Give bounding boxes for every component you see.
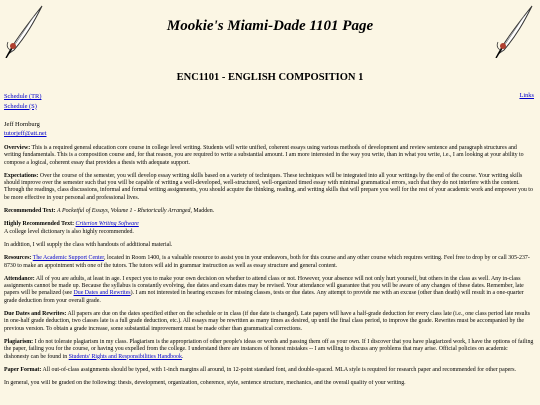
expectations-label: Expectations: [4, 172, 39, 179]
attendance-section [4, 276, 534, 305]
course-title: ENC1101 - ENGLISH COMPOSITION 1 [176, 72, 364, 83]
overview-label: Overview: [4, 145, 31, 151]
dictionary-note: A college level dictionary is also highly recommended. [4, 228, 134, 235]
attendance-text-1: All of you are adults, at least in age. I expect you to make your own decision on whether to attend class or not. However, your absence will not only hurt yourself, but others in the class as well. Any in-class assignments cannot be made up. Because the syllabus is constantly evolving, due dates and exam dates may be revised. Your attendance will guarantee that you will be aware of any changes of these dates. Remember, late papers will be penalized (see [4, 275, 524, 297]
page-header [0, 0, 540, 66]
paper-format-label: Paper Format: [4, 366, 42, 373]
overview-section [4, 145, 534, 167]
grading-cutoff-text: In general, you will be graded on the following: thesis, development, organization, coherence, style, sentence structure, mechanics, and the overall quality of your writing. [4, 380, 406, 387]
links-link[interactable]: Links [519, 92, 534, 99]
paper-format-text: All out-of-class assignments should be typed, with 1-inch margins all around, in 12-point standard font, and double-spaced. MLA style is required for research paper and recommended for other papers. [41, 366, 516, 373]
handouts-note: In addition, I will supply the class with handouts of additional material. [4, 241, 173, 248]
due-dates-text: All papers are due on the dates specified either on the schedule or in class (if due date is changed). Late papers will have a half-grade deduction for every class late (i.e., one class period late results in one-half grade deduction, two classes late is a full grade deduction, etc.). All essays may be rewritten as many times as desired, up until the final class period, to improve the grade. Rewrites must be accompanied by the previous version. To obtain a grade increase, some substantial improvement must be made other than grammatical corrections. [4, 311, 531, 332]
due-dates-label: Due Dates and Rewrites: [4, 311, 67, 318]
instructor-email-link[interactable]: tutorjeff@att.net [4, 130, 47, 137]
resources-text: , located in Room 1400, is a valuable resource to assist you in your endeavors, both for this course and any other course which requires writing. Feel free to drop by or call 305-237-8730 to make an appointment with one of the tutors. The tutors will aid in grammar instruction as well as essay structure and general content. [4, 255, 530, 269]
due-dates-section [4, 311, 534, 333]
criterion-software-link[interactable]: Criterion Writing Software [75, 221, 139, 228]
overview-text: This is a required general education core course in college level writing. Students will write unified, coherent essays using various methods of development and review sentence and paragraph structures and writing fundamentals. This is a composition course and, for that reason, you are required to write a substantial amount. I am more interested in the way you write, than in what you write, i.e., I am looking at your ability to compose a logical, coherent essay that provides a thesis with adequate support. [4, 145, 524, 166]
schedule-tr-link[interactable]: Schedule (TR) [4, 93, 42, 100]
paper-format-section [4, 367, 534, 374]
schedule-s-link[interactable]: Schedule (S) [4, 102, 37, 110]
highly-recommended-label: Highly Recommended Text: [4, 221, 75, 228]
plagiarism-label: Plagiarism: [4, 338, 34, 345]
instructor-name: Jeff Hornburg [4, 121, 40, 128]
student-handbook-link[interactable]: Students' Rights and Responsibilities Handbook [68, 353, 182, 360]
recommended-label: Recommended Text: [4, 208, 56, 215]
quill-pen-icon [494, 2, 536, 58]
attendance-label: Attendance: [4, 275, 35, 282]
recommended-book-title: A Pocketful of Essays, Volume 1 - Rhetorically Arranged [57, 208, 191, 215]
site-title: Mookie's Miami-Dade 1101 Page [166, 18, 374, 34]
recommended-text-section [4, 208, 534, 215]
plagiarism-text: I do not tolerate plagiarism in my class. Plagiarism is the appropriation of other people's ideas or words and passing them off as your own. If I discover that you have plagiarized work, I have the options of failing the paper, failing you for the course, or having you expelled from the college. I understand there are instances of honest mistakes -- I am willing to discuss any problems that may arise. Official policies on academic dishonesty can be found in [4, 338, 534, 360]
contact-info [4, 120, 47, 138]
highly-recommended-section [4, 221, 534, 236]
recommended-suffix: , Madden. [190, 208, 215, 215]
expectations-section [4, 173, 534, 202]
expectations-text: Over the course of the semester, you will develop essay writing skills based on a variety of techniques. These techniques will be integrated into all your writings by the end of the course. Your writing skills should improve over the semester such that you will be capable of writing a well-developed, well-structured, well-organized timed essay with minimal grammatical errors, such that they do not interfere with the content. Through the readings, class discussions, informal and formal writing assignments, you should acquire the thinking, reading, and writing skills that will prepare you well for the rest of your academic work and empower you to be more effective in your personal and professional lives. [4, 172, 533, 201]
links-nav [519, 92, 534, 99]
resources-section [4, 255, 534, 270]
schedule-links [4, 92, 41, 111]
due-dates-rewrites-link[interactable]: Due Dates and Rewrites [73, 290, 131, 297]
attendance-text-2: ). I am not interested in hearing excuses for missing classes, tests or due dates. Any attempt to provide me with an excuse (other than death) will result in a one-quarter grade deduction from your overall grade. [4, 290, 524, 304]
syllabus-content [4, 145, 534, 398]
plagiarism-section: Plagiarism: I do not tolerate plagiarism in my class. Plagiarism is the appropriation of other people's ideas or words and passing them off as your own. If I discover that you have plagiarized work, I have the options of failing the paper, failing you for the course, or having you expelled from the college. I understand there are instances of honest mistakes -- I am willing to discuss any problems that may arise. Official policies on academic dishonesty can be found in Students' Rights and Responsibilities Handbook. [4, 338, 534, 360]
academic-support-center-link[interactable]: The Academic Support Center [32, 255, 104, 262]
resources-label: Resources: [4, 255, 32, 262]
